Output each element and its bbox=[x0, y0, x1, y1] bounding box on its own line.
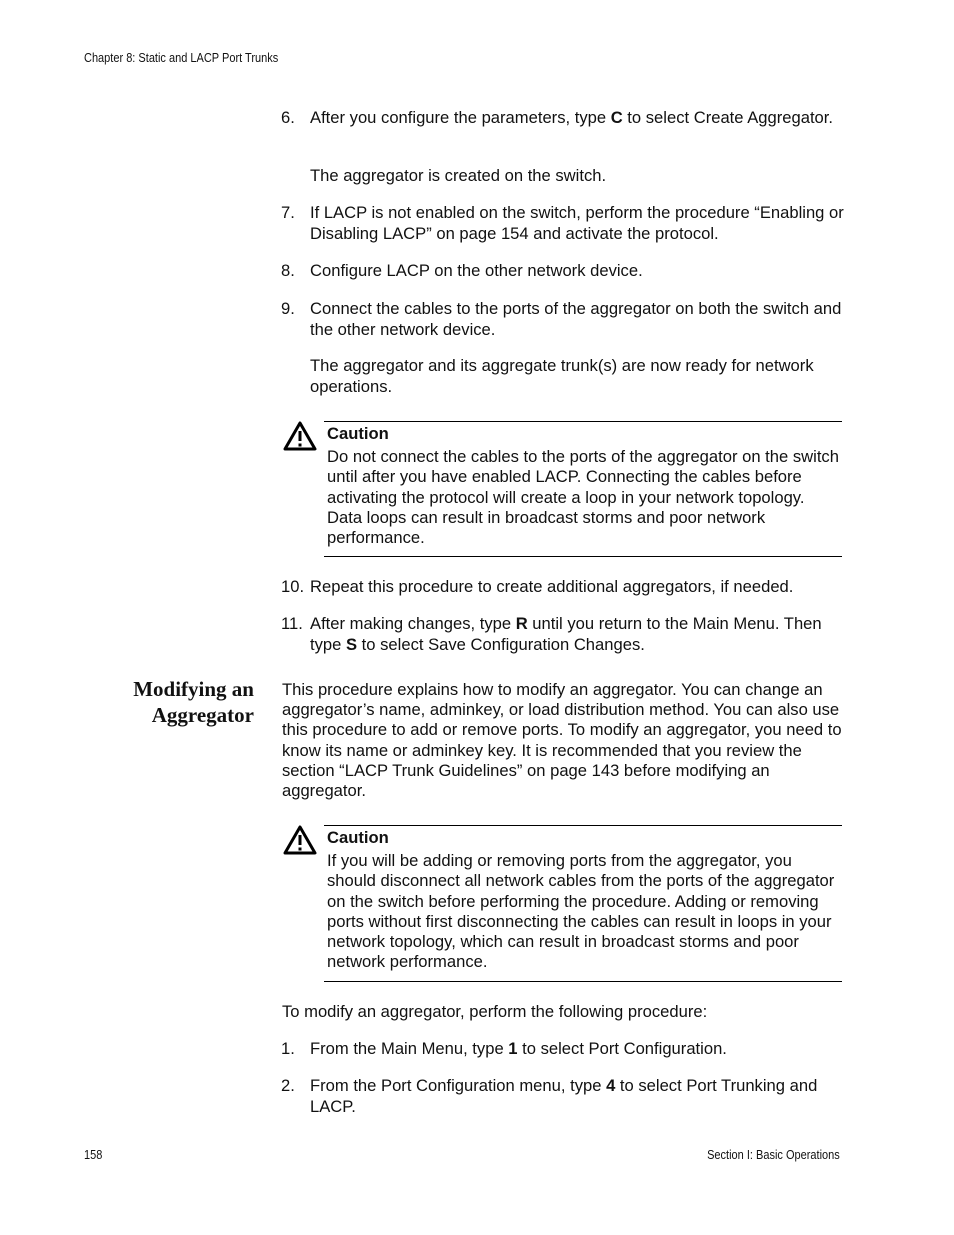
key-letter: R bbox=[515, 614, 528, 633]
step-text-part: From the Port Configuration menu, type bbox=[310, 1076, 607, 1095]
running-header: Chapter 8: Static and LACP Port Trunks bbox=[84, 51, 279, 65]
step-text bbox=[310, 1039, 850, 1060]
step-note: The aggregator is created on the switch. bbox=[310, 166, 607, 185]
page-number: 158 bbox=[84, 1148, 103, 1162]
caution-body: If you will be adding or removing ports from the aggregator, you should disconnect all network cables from the ports of the aggregator on the switch before performing the procedure. Adding or removing ports without first disconnecting the cables can result in loops in your network topology, which can result in broadcast storms and poor network performance. bbox=[327, 851, 835, 972]
step-text-part: From the Main Menu, type bbox=[310, 1039, 509, 1058]
footer-section bbox=[600, 1148, 840, 1162]
step-text-part: After you configure the parameters, type bbox=[310, 108, 611, 127]
caution-bottom-rule bbox=[324, 981, 842, 982]
caution-bottom-rule bbox=[324, 556, 842, 557]
footer-section-label: Section I: Basic Operations bbox=[707, 1148, 840, 1162]
step-number: 9. bbox=[281, 299, 295, 318]
warning-icon bbox=[283, 421, 317, 451]
step-text: If LACP is not enabled on the switch, perform the procedure “Enabling or Disabling LACP” on page 154 and activate the protocol. bbox=[310, 203, 844, 243]
step-text: Connect the cables to the ports of the aggregator on both the switch and the other network device. bbox=[310, 299, 842, 339]
step-number: 11. bbox=[281, 614, 303, 633]
step-number: 6. bbox=[281, 108, 295, 127]
step-number: 2. bbox=[281, 1076, 295, 1095]
key-letter: 4 bbox=[606, 1076, 616, 1095]
caution-title: Caution bbox=[327, 424, 389, 443]
key-letter: C bbox=[610, 108, 623, 127]
section-heading-line: Modifying an bbox=[133, 677, 254, 701]
step-number: 10. bbox=[281, 577, 305, 596]
step-text-part: to select Port Configuration. bbox=[517, 1039, 727, 1058]
caution-box bbox=[283, 421, 842, 557]
key-letter: S bbox=[345, 634, 358, 654]
warning-icon bbox=[283, 825, 317, 855]
step-text-part: After making changes, type bbox=[310, 614, 516, 633]
step-text bbox=[310, 108, 850, 129]
step-text bbox=[310, 1076, 850, 1117]
key-letter: 1 bbox=[508, 1039, 518, 1058]
section-heading-line: Aggregator bbox=[151, 703, 254, 727]
step-note: The aggregator and its aggregate trunk(s) are now ready for network operations. bbox=[310, 356, 814, 396]
step-text bbox=[310, 614, 850, 655]
caution-body: Do not connect the cables to the ports of the aggregator on the switch until after you have enabled LACP. Connecting the cables before activating the protocol will create a loop in your network topology. Data loops can result in broadcast storms and poor network performance. bbox=[327, 447, 839, 548]
step-text-part: until you return to the Main Menu. Then type bbox=[310, 614, 822, 654]
step-number: 7. bbox=[281, 203, 295, 222]
step-text-part: to select Save Configuration Changes. bbox=[357, 634, 645, 654]
step-number: 1. bbox=[281, 1039, 295, 1058]
section-intro: This procedure explains how to modify an aggregator. You can change an aggregator’s name, adminkey, or load distribution method. You can also use this procedure to add or remove ports. To modify an aggregator, you need to know its name or adminkey key. It is recommended that you review the section “LACP Trunk Guidelines” on page 143 before modifying an aggregator. bbox=[282, 680, 842, 801]
caution-top-rule bbox=[324, 421, 842, 422]
caution-top-rule bbox=[324, 825, 842, 826]
procedure-intro: To modify an aggregator, perform the following procedure: bbox=[282, 1002, 708, 1021]
caution-box bbox=[283, 825, 842, 982]
step-text: Configure LACP on the other network device. bbox=[310, 261, 643, 280]
step-number: 8. bbox=[281, 261, 295, 280]
caution-title: Caution bbox=[327, 828, 389, 847]
step-text-part: to select Create Aggregator. bbox=[622, 108, 834, 127]
section-heading bbox=[54, 676, 254, 728]
step-text-part: to select Port Trunking and LACP. bbox=[310, 1076, 818, 1116]
step-text: Repeat this procedure to create additional aggregators, if needed. bbox=[310, 577, 794, 596]
